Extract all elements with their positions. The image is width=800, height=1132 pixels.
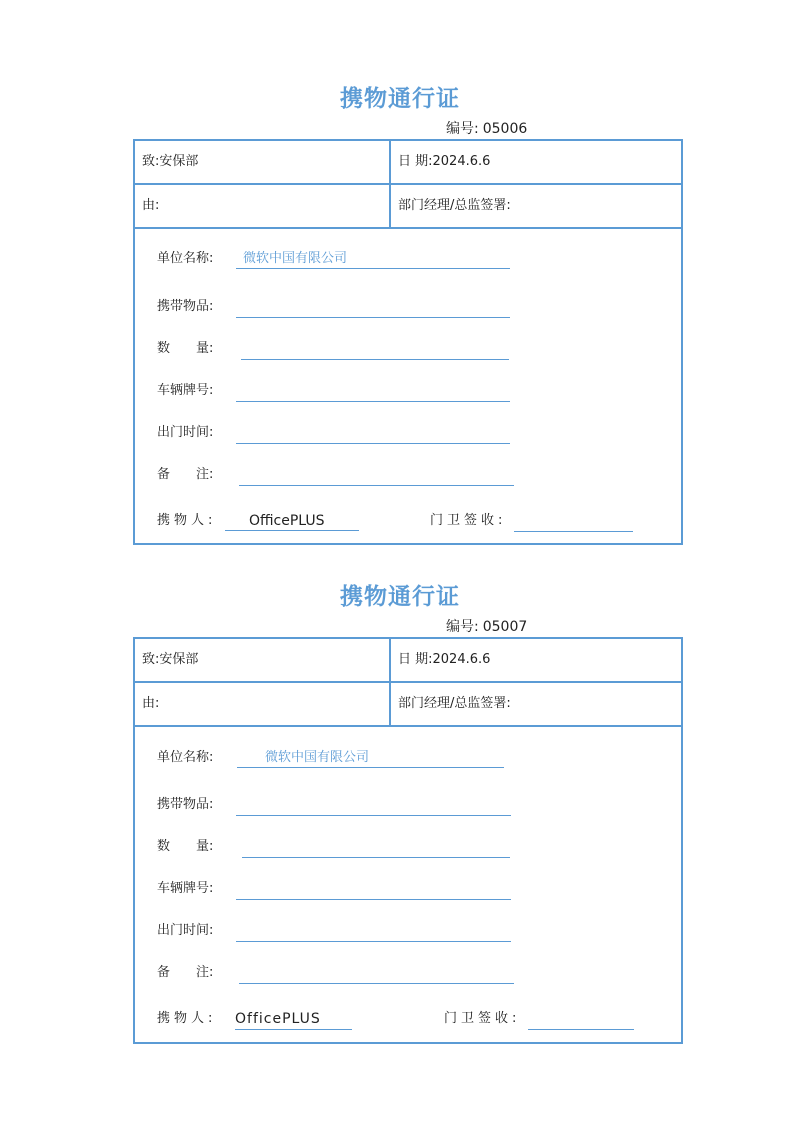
guard-label: 门卫签收: xyxy=(430,513,507,528)
remark-field xyxy=(157,464,517,486)
date-cell xyxy=(391,639,681,681)
carrier-field xyxy=(157,1008,387,1030)
remark-input[interactable] xyxy=(239,464,514,486)
exit-time-label: 出门时间: xyxy=(157,425,214,440)
qty-input[interactable] xyxy=(241,338,509,360)
items-input[interactable] xyxy=(236,296,510,318)
exit-time-field xyxy=(157,422,517,444)
carrier-label: 携物人: xyxy=(157,1011,217,1026)
unit-field xyxy=(157,747,517,769)
date-label: 日 期: xyxy=(398,652,433,667)
to-label: 致: xyxy=(142,154,160,169)
plate-input[interactable] xyxy=(236,878,511,900)
pass-title: 携物通行证 xyxy=(340,86,460,112)
form-row-to-date xyxy=(135,639,681,683)
plate-field xyxy=(157,380,517,402)
qty-field xyxy=(157,338,517,360)
date-cell xyxy=(391,141,681,183)
unit-input[interactable]: 微软中国有限公司 xyxy=(237,747,504,768)
pass-title: 携物通行证 xyxy=(340,584,460,610)
qty-label: 数 量: xyxy=(157,341,214,356)
guard-input[interactable] xyxy=(514,510,633,532)
items-field xyxy=(157,794,517,816)
to-value: 安保部 xyxy=(159,154,199,169)
serial-number xyxy=(446,120,527,138)
serial-label: 编号: xyxy=(446,619,479,635)
guard-field xyxy=(444,1008,644,1030)
guard-input[interactable] xyxy=(528,1008,634,1030)
to-cell xyxy=(135,141,391,183)
items-field xyxy=(157,296,517,318)
remark-label: 备 注: xyxy=(157,467,214,482)
unit-label: 单位名称: xyxy=(157,750,214,765)
form-row-from-sign xyxy=(135,683,681,727)
unit-input[interactable]: 微软中国有限公司 xyxy=(236,248,510,269)
to-cell xyxy=(135,639,391,681)
sign-cell xyxy=(391,185,681,227)
plate-label: 车辆牌号: xyxy=(157,383,214,398)
date-label: 日 期: xyxy=(398,154,433,169)
guard-field xyxy=(430,510,640,532)
from-cell xyxy=(135,683,391,725)
serial-value: 05007 xyxy=(482,619,528,635)
sign-label: 部门经理/总监签署: xyxy=(398,696,511,711)
remark-label: 备 注: xyxy=(157,965,214,980)
unit-label: 单位名称: xyxy=(157,251,214,266)
qty-label: 数 量: xyxy=(157,839,214,854)
sign-label: 部门经理/总监签署: xyxy=(398,198,511,213)
serial-number xyxy=(446,618,527,636)
form-box xyxy=(133,139,683,545)
form-row-from-sign xyxy=(135,185,681,229)
remark-field xyxy=(157,962,527,984)
date-value: 2024.6.6 xyxy=(432,154,491,169)
exit-time-field xyxy=(157,920,517,942)
exit-time-label: 出门时间: xyxy=(157,923,214,938)
plate-label: 车辆牌号: xyxy=(157,881,214,896)
to-label: 致: xyxy=(142,652,160,667)
to-value: 安保部 xyxy=(159,652,199,667)
serial-value: 05006 xyxy=(482,121,528,137)
carrier-input[interactable]: OfficePLUS xyxy=(225,510,359,531)
form-box xyxy=(133,637,683,1044)
date-value: 2024.6.6 xyxy=(432,652,491,667)
exit-time-input[interactable] xyxy=(236,920,511,942)
from-cell xyxy=(135,185,391,227)
items-label: 携带物品: xyxy=(157,797,214,812)
plate-input[interactable] xyxy=(236,380,510,402)
exit-time-input[interactable] xyxy=(236,422,510,444)
remark-input[interactable] xyxy=(239,962,514,984)
from-label: 由: xyxy=(142,696,160,711)
qty-input[interactable] xyxy=(242,836,510,858)
plate-field xyxy=(157,878,517,900)
form-row-to-date xyxy=(135,141,681,185)
sign-cell xyxy=(391,683,681,725)
carrier-label: 携物人: xyxy=(157,513,217,528)
carrier-input[interactable]: OfficePLUS xyxy=(235,1008,352,1030)
items-label: 携带物品: xyxy=(157,299,214,314)
serial-label: 编号: xyxy=(446,121,479,137)
guard-label: 门卫签收: xyxy=(444,1011,521,1026)
qty-field xyxy=(157,836,517,858)
items-input[interactable] xyxy=(236,794,511,816)
carrier-field xyxy=(157,510,387,532)
unit-field xyxy=(157,248,517,270)
from-label: 由: xyxy=(142,198,160,213)
